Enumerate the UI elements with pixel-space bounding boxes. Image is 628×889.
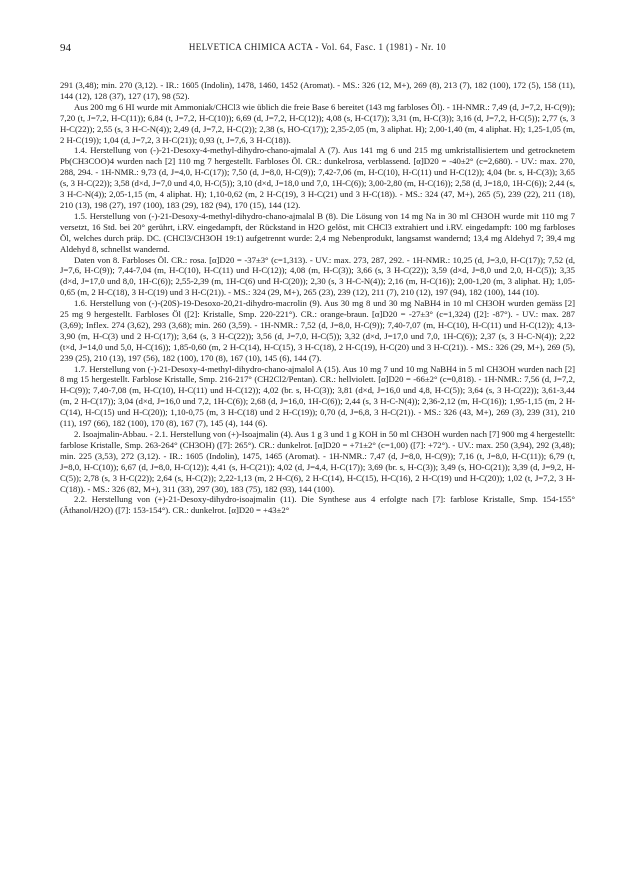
paragraph-section-1-5: 1.5. Herstellung von (-)-21-Desoxy-4-methyl-dihydro-chano-ajmalal B (8). Die Lösung von 14 mg Na in 30 ml CH3OH wurde mit 110 mg 7 versetzt, 16 Std. bei 20° gerührt, i.RV. eingedampft, der Rückstand in H2O gelöst, mit CHCl3 extrahiert und i.RV. eingedampft: 100 mg farbloses Öl, welches durch präp. DC. (CHCl3/CH3OH 19:1) aufgetrennt wurde: 2,4 mg Nebenprodukt, langsamst wandernd; 13,4 mg Aldehyd 7; 39,4 mg Aldehyd 8, schnellst wandernd.: [60, 210, 575, 254]
paragraph-free-base-6: Aus 200 mg 6 HI wurde mit Ammoniak/CHCl3 wie üblich die freie Base 6 bereitet (143 mg farbloses Öl). - 1H-NMR.: 7,49 (d, J=7,2, H-C(9)); 7,20 (t, J=7,2, H-C(11)); 6,84 (t, J=7,2, H-C(10)); 6,69 (d, J=7,2, H-C(12)); 4,08 (s, H-C(17)); 3,31 (m, H-C(3)); 3,16 (d, J=7,2, H-C(5)); 2,77 (s, 3 H-C(22)); 2,55 (s, 3 H-C-N(4)); 2,49 (d, J=7,2, H-C(2)); 2,38 (s, HO-C(17)); 2,35-2,05 (m, 3 aliphat. H); 2,00-1,40 (m, 4 aliphat. H); 1,25-1,05 (m, 2 H-C(19)); 1,04 (d, J=7,2, 3 H-C(21)); 0,93 (t, J=7,6, 3 H-C(18)).: [60, 101, 575, 145]
paragraph-section-1-7: 1.7. Herstellung von (-)-21-Desoxy-4-methyl-dihydro-chano-ajmalol A (15). Aus 10 mg 7 und 10 mg NaBH4 in 5 ml CH3OH wurden nach [2] 8 mg 15 hergestellt. Farblose Kristalle, Smp. 216-217° (CH2Cl2/Pentan). CR.: hellviolett. [α]D20 = -66±2° (c=0,818). - 1H-NMR.: 7,56 (d, J=7,2, H-C(9)); 7,40-7,08 (m, H-C(10), H-C(11) und H-C(12)); 4,02 (br. s, H-C(3)); 3,81 (d×d, J=16,0 und 4,8, H-C(5)); 3,64 (s, 3 H-C(22)); 3,61-3,44 (m, 2 H-C(17)); 3,04 (d×d, J=16,0 und 7,2, 1H-C(6)); 2,68 (d, J=16,0, 1H-C(6)); 2,44 (s, 3 H-C-N(4)); 2,36-2,12 (m, H-C(16)); 1,95-1,15 (m, 2 H-C(14), H-C(15) und H-C(20)); 1,10-0,75 (m, 3 H-C(18) und 2 H-C(19)); 0,70 (d, J=6,8, 3 H-C(21)). - MS.: 326 (43, M+), 269 (3), 239 (31), 210 (11), 197 (66), 182 (100), 170 (8), 167 (7), 145 (4), 144 (6).: [60, 363, 575, 429]
page-number: 94: [60, 42, 71, 54]
paragraph-section-2-1: 2. Isoajmalin-Abbau. - 2.1. Herstellung von (+)-Isoajmalin (4). Aus 1 g 3 und 1 g KOH in 50 ml CH3OH wurden nach [7] 900 mg 4 hergestellt: farblose Kristalle, Smp. 263-264° (CH3OH) ([7]: 265°). CR.: dunkelrot. [α]D20 = +71±2° (c=1,00) ([7]: +72°). - UV.: max. 250 (3,94), 292 (3,48); min. 225 (3,53), 272 (3,12). - IR.: 1605 (Indolin), 1475, 1465 (Aromat). - 1H-NMR.: 7,47 (d, J=8,0, H-C(9)); 7,16 (t, J=8,0, H-C(11)); 6,79 (t, J=8,0, H-C(10)); 6,67 (d, J=8,0, H-C(12)); 4,41 (s, H-C(21)); 4,02 (d, J=4,4, H-C(17)); 3,69 (br. s, H-C(3)); 3,49 (s, HO-C(21)); 3,39 (d, J=9,2, H-C(5)); 2,78 (s, 3 H-C(22)); 2,64 (s, H-C(2)); 2,22-1,13 (m, 2 H-C(6), 2 H-C(14), H-C(15), H-C(16), 2 H-C(19) und H-C(20)); 1,02 (t, J=7,2, 3 H-C(18)). - MS.: 326 (82, M+), 311 (33), 297 (30), 183 (75), 182 (93), 144 (100).: [60, 429, 575, 494]
paragraph-section-1-4: 1.4. Herstellung von (-)-21-Desoxy-4-methyl-dihydro-chano-ajmalal A (7). Aus 141 mg 6 und 215 mg umkristallisiertem und getrocknetem Pb(CH3COO)4 wurden nach [2] 110 mg 7 hergestellt. Farbloses Öl. CR.: dunkelrosa, verblassend. [α]D20 = -40±2° (c=2,680). - UV.: max. 270, 288, 294. - 1H-NMR.: 9,73 (d, J=4,0, H-C(17)); 7,50 (d, J=8,0, H-C(9)); 7,42-7,06 (m, H-C(10), H-C(11) und H-C(12)); 4,04 (br. s, H-C(3)); 3,65 (s, 3 H-C(22)); 3,58 (d×d, J=7,0 und 4,0, H-C(5)); 3,10 (d×d, J=18,0 und 7,0, 1H-C(6)); 3,00-2,80 (m, H-C(16)); 2,58 (d, J=18,0, 1H-C(6)); 2,44 (s, 3 H-C-N(4)); 2,05-1,15 (m, 4 aliphat. H); 1,10-0,62 (m, 2 H-C(19), 3 H-C(21) und 3 H-C(18)). - MS.: 324 (47, M+), 265 (5), 239 (22), 211 (18), 210 (13), 198 (27), 197 (100), 183 (29), 182 (94), 170 (15), 144 (12).: [60, 145, 575, 210]
article-body: [60, 80, 575, 516]
journal-running-head: HELVETICA CHIMICA ACTA - Vol. 64, Fasc. 1 (1981) - Nr. 10: [188, 42, 447, 52]
paragraph-spectral-data-cont: 291 (3,48); min. 270 (3,12). - IR.: 1605 (Indolin), 1478, 1460, 1452 (Aromat). - MS.: 326 (12, M+), 269 (8), 213 (7), 182 (100), 172 (5), 158 (11), 144 (12), 128 (37), 127 (17), 98 (52).: [60, 80, 575, 101]
paragraph-data-of-8: Daten von 8. Farbloses Öl. CR.: rosa. [α]D20 = -37±3° (c=1,313). - UV.: max. 273, 287, 292. - 1H-NMR.: 10,25 (d, J=3,0, H-C(17)); 7,52 (d, J=7,6, H-C(9)); 7,44-7,04 (m, H-C(10), H-C(11) und H-C(12)); 4,08 (m, H-C(3)); 3,66 (s, 3 H-C(22)); 3,59 (d×d, J=8,0 und 2,0, H-C(5)); 3,35 (d×d, J=17,0 und 8,0, 1H-C(6)); 2,55-2,39 (m, 1H-C(6) und H-C(20)); 2,30 (s, 3 H-C-N(4)); 2,16 (m, H-C(16)); 2,00-1,20 (m, 3 aliphat. H); 1,05-0,65 (m, 2 H-C(18), 3 H-C(19) und 3 H-C(21)). - MS.: 324 (29, M+), 265 (23), 239 (12), 211 (7), 210 (12), 197 (94), 182 (100), 144 (10).: [60, 254, 575, 298]
page-header: [60, 42, 575, 56]
paragraph-section-2-2: 2.2. Herstellung von (+)-21-Desoxy-dihydro-isoajmalin (11). Die Synthese aus 4 erfolgte nach [7]: farblose Kristalle, Smp. 154-155° (Äthanol/H2O) ([7]: 153-154°). CR.: dunkelrot. [α]D20 = +43±2°: [60, 494, 575, 516]
paragraph-section-1-6: 1.6. Herstellung von (-)-(20S)-19-Desoxo-20,21-dihydro-macrolin (9). Aus 30 mg 8 und 30 mg NaBH4 in 10 ml CH3OH wurden gemäss [2] 25 mg 9 hergestellt. Farbloses Öl ([2]: Kristalle, Smp. 220-221°). CR.: orange-braun. [α]D20 = -27±3° (c=1,324) ([2]: -87°). - UV.: max. 287 (3,69); Inflex. 274 (3,62), 293 (3,68); min. 260 (3,59). - 1H-NMR.: 7,52 (d, J=8,0, H-C(9)); 7,40-7,07 (m, H-C(10), H-C(11) und H-C(12)); 4,13-3,90 (m, H-C(3) und 2 H-C(17)); 3,64 (s, 3 H-C(22)); 3,56 (d, J=7,0, H-C(5)); 3,32 (d×d, J=17,0 und 7,0, 1H-C(6)); 2,37 (s, 3 H-C-N(4)); 2,22 (t×d, J=14,0 und 5,0, H-C(16)); 1,85-0,60 (m, 2 H-C(14), H-C(15), 3 H-C(18), 2 H-C(19), H-C(20) und 3 H-C(21)). - MS.: 326 (29, M+), 269 (5), 239 (25), 210 (13), 197 (56), 182 (100), 170 (8), 167 (10), 145 (6), 144 (7).: [60, 298, 575, 363]
